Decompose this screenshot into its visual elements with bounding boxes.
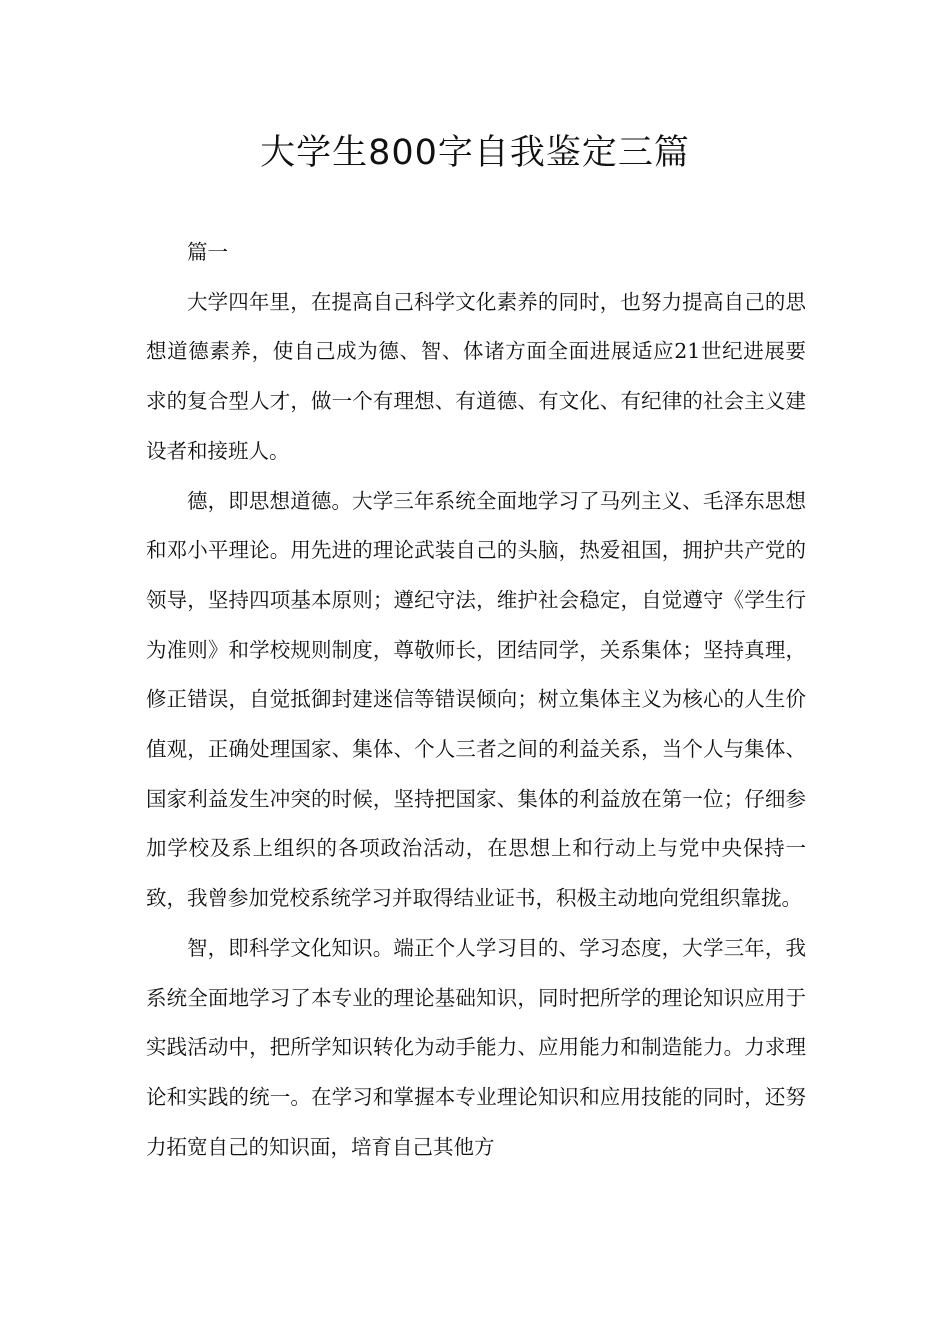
paragraph-moral: 德，即思想道德。大学三年系统全面地学习了马列主义、毛泽东思想和邓小平理论。用先进的理论武装自己的头脑，热爱祖国，拥护共产党的领导，坚持四项基本原则；遵纪守法，维护社会稳定，自觉遵守《学生行为准则》和学校规则制度，尊敬师长，团结同学，关系集体；坚持真理，修正错误，自觉抵御封建迷信等错误倾向；树立集体主义为核心的人生价值观，正确处理国家、集体、个人三者之间的利益关系，当个人与集体、国家利益发生冲突的时候，坚持把国家、集体的利益放在第一位；仔细参加学校及系上组织的各项政治活动，在思想上和行动上与党中央保持一致，我曾参加党校系统学习并取得结业证书，积极主动地向党组织靠拢。	[146, 488, 806, 911]
document-body	[146, 228, 806, 1172]
paragraph-intro: 大学四年里，在提高自己科学文化素养的同时，也努力提高自己的思想道德素养，使自己成为德、智、体诸方面全面进展适应21世纪进展要求的复合型人才，做一个有理想、有道德、有文化、有纪律的社会主义建设者和接班人。	[146, 289, 806, 463]
paragraph-knowledge: 智，即科学文化知识。端正个人学习目的、学习态度，大学三年，我系统全面地学习了本专业的理论基础知识，同时把所学的理论知识应用于实践活动中，把所学知识转化为动手能力、应用能力和制造能力。力求理论和实践的统一。在学习和掌握本专业理论知识和应用技能的同时，还努力拓宽自己的知识面，培育自己其他方	[146, 935, 806, 1159]
section-label: 篇一	[187, 240, 228, 264]
document-title: 大学生800字自我鉴定三篇	[260, 133, 690, 173]
